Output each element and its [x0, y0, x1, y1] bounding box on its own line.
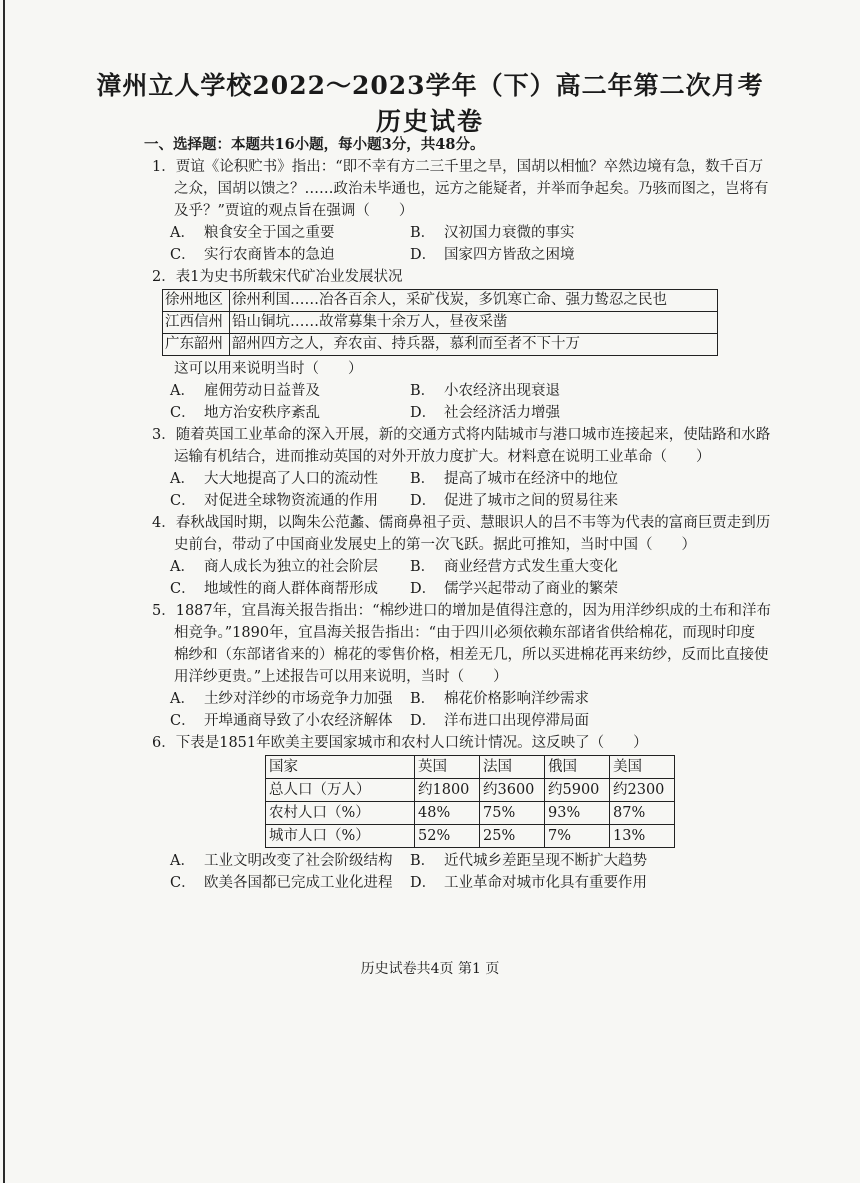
option-row: [148, 556, 728, 578]
table-row: [266, 802, 675, 825]
question-line: 4．春秋战国时期，以陶朱公范蠡、儒商鼻祖子贡、慧眼识人的吕不韦等为代表的富商巨贾走到历: [152, 515, 771, 531]
question-4: [148, 512, 771, 600]
table-row: [266, 779, 675, 802]
table-header-cell: 英国: [415, 756, 480, 779]
option-row: [148, 222, 728, 244]
table-header-row: [266, 756, 675, 779]
option-a: A． 商人成长为独立的社会阶层: [170, 559, 378, 575]
table-row: [163, 290, 718, 312]
option-c: C． 对促进全球物资流通的作用: [170, 493, 378, 509]
table-cell: 7%: [545, 825, 610, 848]
option-row: [148, 380, 728, 402]
table-cell: 13%: [610, 825, 675, 848]
question-line: 6．下表是1851年欧美主要国家城市和农村人口统计情况。这反映了（ ）: [152, 735, 648, 751]
table-cell-region: 江西信州: [163, 312, 230, 334]
table-header-cell: 俄国: [545, 756, 610, 779]
option-row: [148, 688, 728, 710]
table-cell: 约2300: [610, 779, 675, 802]
option-b: B． 近代城乡差距呈现不断扩大趋势: [410, 853, 647, 869]
option-c: C． 实行农商皆本的急迫: [170, 247, 335, 263]
option-a: A． 工业文明改变了社会阶级结构: [170, 853, 393, 869]
question-3: [148, 424, 771, 512]
question-line: 及乎？”贾谊的观点旨在强调（ ）: [174, 203, 414, 219]
option-b: B． 小农经济出现衰退: [410, 383, 560, 399]
question-line: 5．1887年，宜昌海关报告指出：“棉纱进口的增加是值得注意的，因为用洋纱织成的土布和洋布: [152, 603, 772, 619]
table-row: [163, 312, 718, 334]
option-c: C． 地域性的商人群体商帮形成: [170, 581, 378, 597]
option-row: [148, 850, 728, 872]
question-6: [148, 732, 728, 894]
table-cell: 约1800: [415, 779, 480, 802]
option-row: [148, 872, 728, 894]
table-cell: 48%: [415, 802, 480, 825]
option-d: D． 国家四方皆敌之困境: [410, 247, 575, 263]
question-1: [148, 156, 769, 266]
table-cell-text: 铅山铜坑……故常募集十余万人，昼夜采凿: [230, 312, 718, 334]
option-a: A． 大大地提高了人口的流动性: [170, 471, 378, 487]
table-cell-text: 韶州四方之人，弃农亩、持兵器，慕利而至者不下十万: [230, 334, 718, 356]
table-row: [266, 825, 675, 848]
question-line: 运输有机结合，进而推动英国的对外开放力度扩大。材料意在说明工业革命（ ）: [174, 449, 711, 465]
option-row: [148, 490, 728, 512]
question-line: 1．贾谊《论积贮书》指出：“即不幸有方二三千里之旱，国胡以相恤？卒然边境有急，数千百万: [152, 159, 764, 175]
page-footer: 历史试卷共4页 第1 页: [360, 961, 500, 977]
question-2: [148, 266, 728, 424]
question-5: [148, 600, 772, 732]
option-b: B． 商业经营方式发生重大变化: [410, 559, 618, 575]
option-a: A． 土纱对洋纱的市场竞争力加强: [170, 691, 393, 707]
option-b: B． 棉花价格影响洋纱需求: [410, 691, 589, 707]
option-c: C． 地方治安秩序紊乱: [170, 405, 320, 421]
question-line: 棉纱和（东部诸省来的）棉花的零售价格，相差无几，所以买进棉花再来纺纱，反而比直接使: [174, 647, 769, 663]
option-d: D． 社会经济活力增强: [410, 405, 560, 421]
section-heading: 一、选择题：本题共16小题，每小题3分，共48分。: [144, 136, 485, 153]
option-b: B． 提高了城市在经济中的地位: [410, 471, 618, 487]
question-line: 之众，国胡以馈之？……政治未毕通也，远方之能疑者，并举而争起矣。乃骇而图之，岂将有: [174, 181, 769, 197]
option-a: A． 雇佣劳动日益普及: [170, 383, 320, 399]
exam-content: [144, 134, 772, 894]
exam-title: 漳州立人学校2022～2023学年（下）高二年第二次月考: [96, 71, 764, 100]
mining-table: [162, 289, 718, 356]
table-cell-text: 徐州利国……冶各百余人，采矿伐炭，多饥寒亡命、强力鸷忍之民也: [230, 290, 718, 312]
table-header-cell: 国家: [266, 756, 415, 779]
table-cell: 总人口（万人）: [266, 779, 415, 802]
option-row: [148, 244, 728, 266]
table-cell-region: 广东韶州: [163, 334, 230, 356]
table-cell: 约3600: [480, 779, 545, 802]
table-cell: 93%: [545, 802, 610, 825]
table-cell: 52%: [415, 825, 480, 848]
question-line: 史前台，带动了中国商业发展史上的第一次飞跃。据此可推知，当时中国（ ）: [174, 537, 696, 553]
table-row: [163, 334, 718, 356]
option-a: A． 粮食安全于国之重要: [170, 225, 335, 241]
table-cell: 农村人口（%）: [266, 802, 415, 825]
table-cell: 城市人口（%）: [266, 825, 415, 848]
question-line: 3．随着英国工业革命的深入开展，新的交通方式将内陆城市与港口城市连接起来，使陆路和水路: [152, 427, 771, 443]
option-b: B． 汉初国力衰微的事实: [410, 225, 575, 241]
option-d: D． 洋布进口出现停滞局面: [410, 713, 589, 729]
option-d: D． 工业革命对城市化具有重要作用: [410, 875, 647, 891]
option-row: [148, 468, 728, 490]
option-row: [148, 578, 728, 600]
option-row: [148, 402, 728, 424]
table-cell: 87%: [610, 802, 675, 825]
option-d: D． 儒学兴起带动了商业的繁荣: [410, 581, 618, 597]
option-c: C． 欧美各国都已完成工业化进程: [170, 875, 393, 891]
option-c: C． 开埠通商导致了小农经济解体: [170, 713, 393, 729]
table-cell: 75%: [480, 802, 545, 825]
table-cell: 约5900: [545, 779, 610, 802]
question-line: 用洋纱更贵。”上述报告可以用来说明，当时（ ）: [174, 669, 508, 685]
table-header-cell: 法国: [480, 756, 545, 779]
question-line: 这可以用来说明当时（ ）: [174, 361, 363, 377]
population-table: [265, 755, 675, 848]
option-d: D． 促进了城市之间的贸易往来: [410, 493, 618, 509]
option-row: [148, 710, 728, 732]
table-cell-region: 徐州地区: [163, 290, 230, 312]
question-line: 相竞争。”1890年，宜昌海关报告指出：“由于四川必须依赖东部诸省供给棉花，而现时印度: [174, 625, 755, 641]
question-line: 2．表1为史书所载宋代矿冶业发展状况: [152, 269, 403, 285]
table-cell: 25%: [480, 825, 545, 848]
table-header-cell: 美国: [610, 756, 675, 779]
exam-subtitle: 历史试卷: [375, 107, 484, 136]
